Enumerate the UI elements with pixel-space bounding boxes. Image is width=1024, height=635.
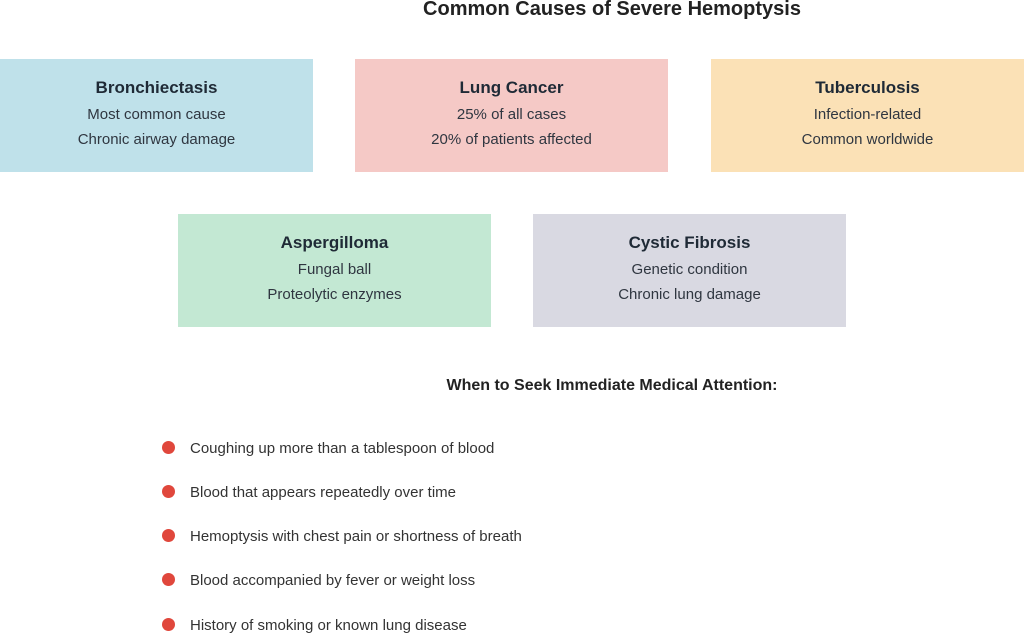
cause-name: Bronchiectasis	[95, 78, 218, 97]
cause-name: Cystic Fibrosis	[628, 233, 751, 252]
cause-box-cystic-fibrosis	[533, 214, 846, 327]
cause-detail: Most common cause	[87, 106, 226, 123]
cause-detail: Common worldwide	[801, 131, 934, 148]
cause-name: Aspergilloma	[280, 233, 389, 252]
bullet-icon	[162, 573, 175, 586]
cause-detail: Chronic lung damage	[618, 286, 761, 303]
list-item	[162, 440, 494, 457]
cause-detail: Chronic airway damage	[77, 131, 236, 148]
list-item-text: History of smoking or known lung disease	[190, 617, 467, 634]
diagram-title: Common Causes of Severe Hemoptysis	[423, 0, 801, 20]
cause-detail: 20% of patients affected	[431, 131, 592, 148]
list-item-text: Blood accompanied by fever or weight loss	[190, 572, 476, 589]
list-item	[162, 572, 475, 589]
cause-detail: Fungal ball	[297, 261, 372, 278]
cause-detail: Proteolytic enzymes	[267, 286, 402, 303]
bullet-icon	[162, 618, 175, 631]
cause-detail: 25% of all cases	[456, 106, 567, 123]
attention-heading: When to Seek Immediate Medical Attention:	[446, 377, 778, 394]
list-item	[162, 484, 456, 501]
cause-box-aspergilloma	[178, 214, 491, 327]
list-item	[162, 617, 467, 634]
bullet-icon	[162, 441, 175, 454]
bullet-icon	[162, 529, 175, 542]
cause-box-lung-cancer	[355, 59, 668, 172]
cause-box-bronchiectasis	[0, 59, 313, 172]
list-item-text: Hemoptysis with chest pain or shortness of breath	[190, 528, 522, 545]
list-item-text: Coughing up more than a tablespoon of blood	[190, 440, 495, 457]
bullet-icon	[162, 485, 175, 498]
cause-name: Lung Cancer	[459, 78, 564, 97]
list-item	[162, 528, 522, 545]
cause-name: Tuberculosis	[815, 78, 920, 97]
cause-detail: Infection-related	[813, 106, 922, 123]
cause-detail: Genetic condition	[631, 261, 748, 278]
cause-box-tuberculosis	[711, 59, 1024, 172]
list-item-text: Blood that appears repeatedly over time	[190, 484, 456, 501]
